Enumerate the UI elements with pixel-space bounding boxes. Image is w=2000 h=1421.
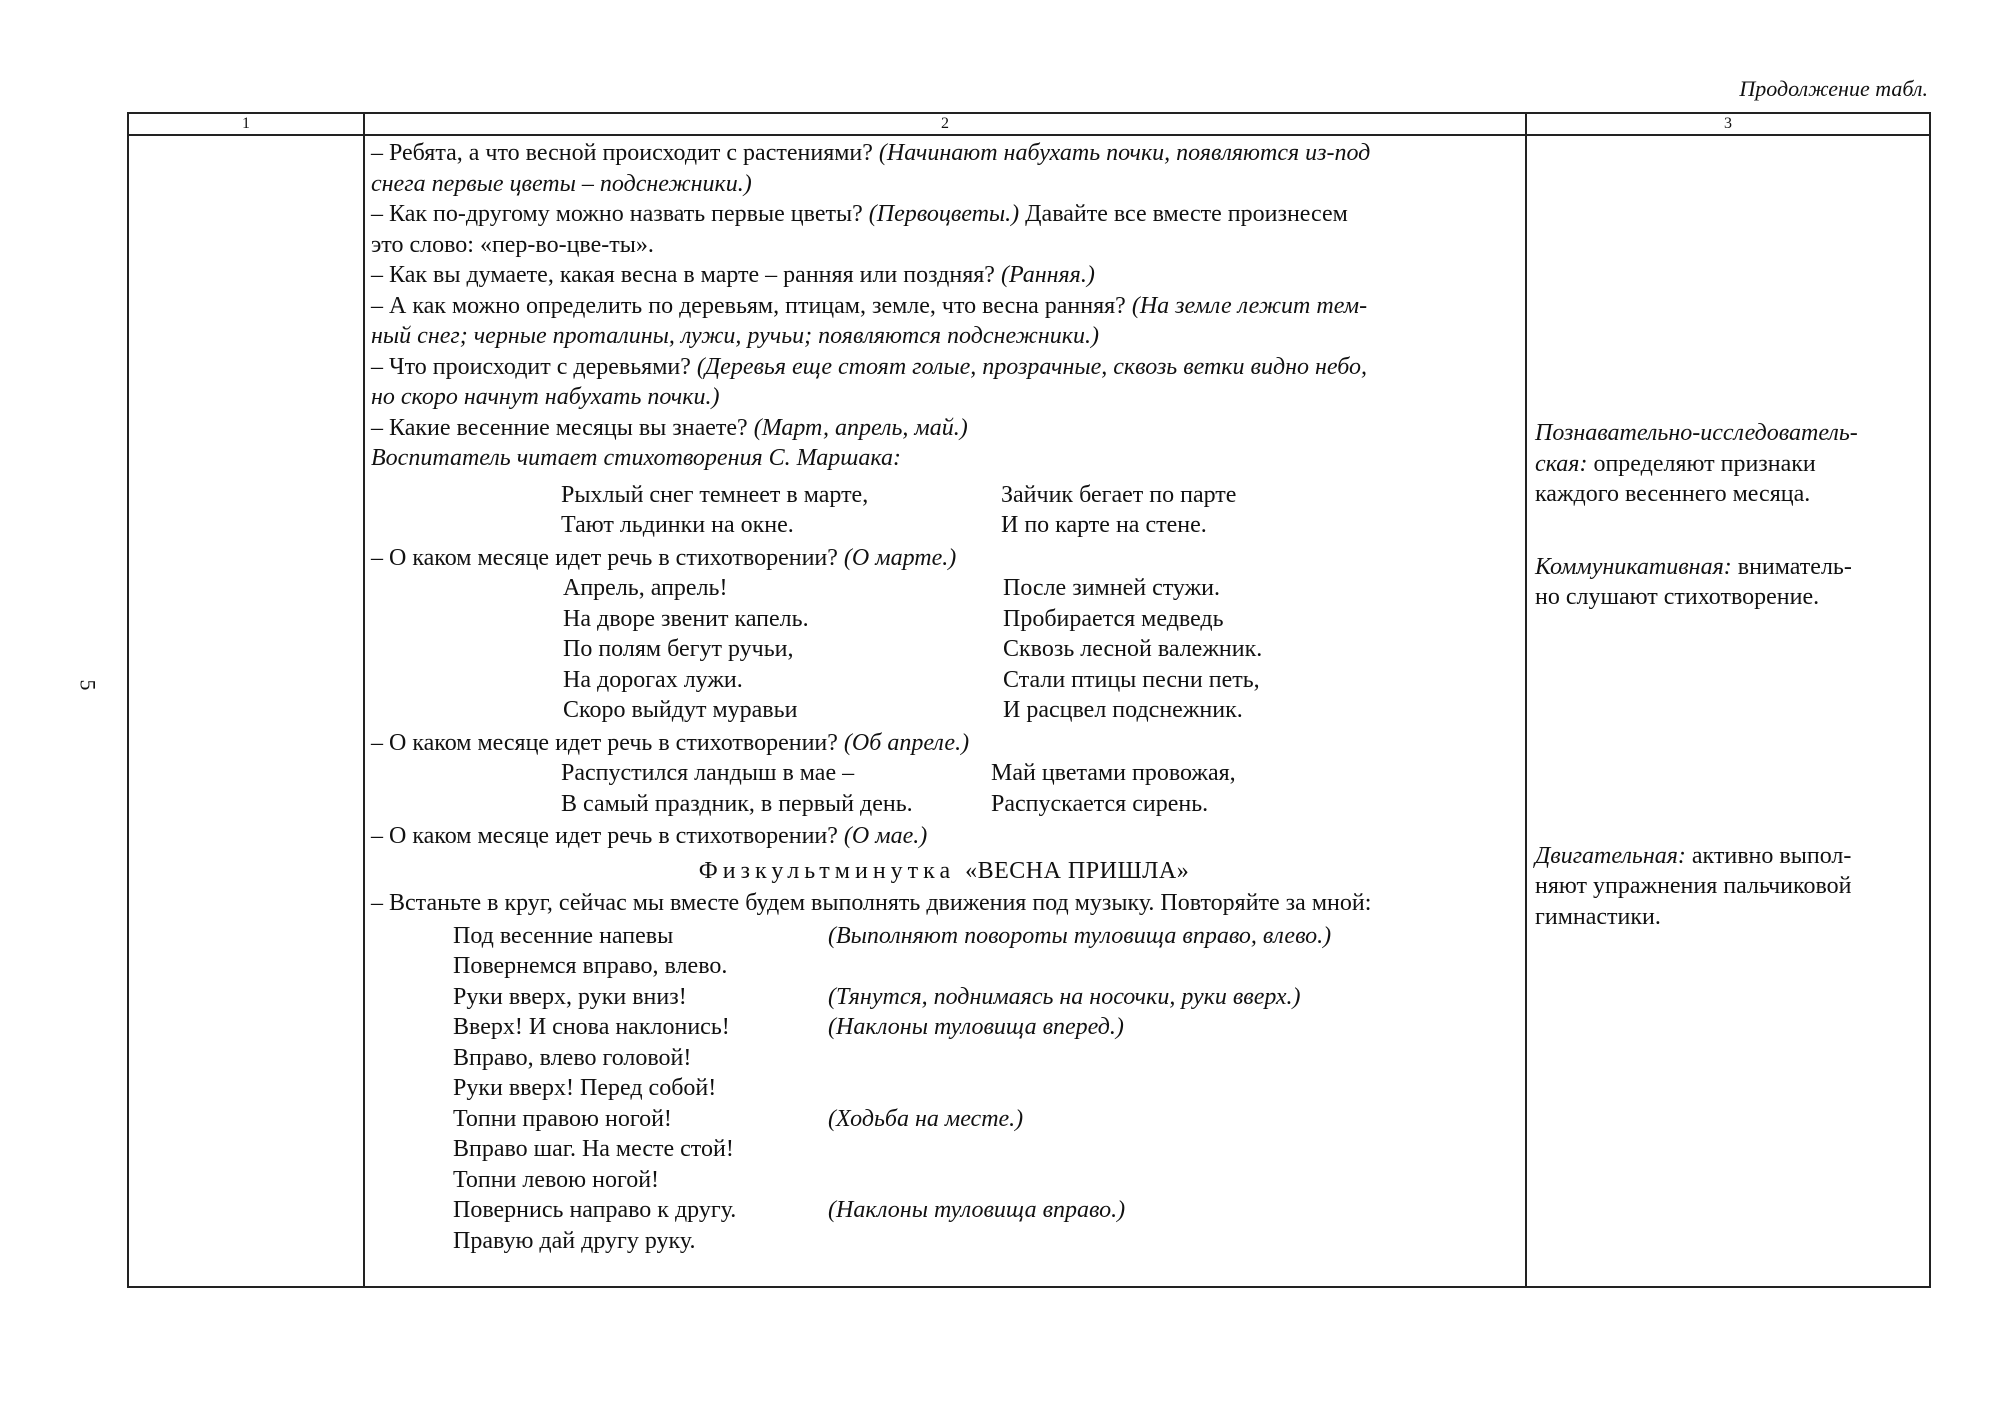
poem-line: Повернись направо к другу. xyxy=(453,1197,737,1223)
activity-motor: Двигательная: активно выпол- няют упражнения пальчиковой гимнастики. xyxy=(1535,842,1852,930)
poem-line: Вправо, влево головой! xyxy=(453,1044,692,1071)
lesson-table xyxy=(127,112,1931,1288)
poem-line: Пробирается медведь xyxy=(1003,605,1224,632)
header-row xyxy=(128,113,1930,135)
text-line: но скоро начнут набухать почки.) xyxy=(371,384,720,410)
poem-line: Руки вверх! Перед собой! xyxy=(453,1075,717,1101)
movement-note xyxy=(828,1043,1428,1074)
movement-note xyxy=(828,1073,1428,1104)
poem-line: Руки вверх, руки вниз! xyxy=(453,983,687,1010)
poem-line: Стали птицы песни петь, xyxy=(1003,666,1260,693)
poem-line: Топни левою ногой! xyxy=(453,1166,660,1193)
poem-line: Повернемся вправо, влево. xyxy=(453,953,728,979)
text-line: – Как по-другому можно назвать первые цветы? (Первоцветы.) Давайте все вместе произнесем xyxy=(371,201,1348,227)
exercise-poem xyxy=(371,921,1517,1257)
text-line: – Встаньте в круг, сейчас мы вместе будем выполнять движения под музыку. Повторяйте за мной: xyxy=(371,890,1372,916)
text-line: – Какие весенние месяцы вы знаете? (Март, апрель, май.) xyxy=(371,414,968,441)
poem-line: Правую дай другу руку. xyxy=(453,1227,696,1254)
poem-line: И по карте на стене. xyxy=(1001,512,1207,538)
text-line: – О каком месяце идет речь в стихотворении? (О мае.) xyxy=(371,823,928,849)
poem-line: Вправо шаг. На месте стой! xyxy=(453,1136,734,1162)
poem-line: После зимней стужи. xyxy=(1003,575,1220,601)
poem-line: Тают льдинки на окне. xyxy=(561,512,794,538)
table-row xyxy=(128,135,1930,1287)
poem-line: Распускается сирень. xyxy=(991,790,1209,817)
header-col-2: 2 xyxy=(364,113,1526,135)
text-line: – Что происходит с деревьями? (Деревья еще стоят голые, прозрачные, сквозь ветки видно небо, xyxy=(371,353,1367,380)
text-line: – А как можно определить по деревьям, птицам, земле, что весна ранняя? (На земле лежит тем- xyxy=(371,292,1368,319)
fizminutka-heading: Физкультминутка «ВЕСНА ПРИШЛА» xyxy=(698,857,1190,884)
poem-march xyxy=(371,480,1517,541)
text-line: – Как вы думаете, какая весна в марте – ранняя или поздняя? (Ранняя.) xyxy=(371,262,1095,288)
poem-line: Скоро выйдут муравьи xyxy=(563,697,798,723)
poem-line: В самый праздник, в первый день. xyxy=(561,790,913,817)
poem-line: Май цветами провожая, xyxy=(991,760,1236,786)
text-line: – Ребята, а что весной происходит с растениями? (Начинают набухать почки, появляются из-под xyxy=(371,140,1371,166)
poem-line: На дорогах лужи. xyxy=(563,666,743,693)
movement-note xyxy=(828,1165,1428,1196)
poem-line: Вверх! И снова наклонись! xyxy=(453,1014,730,1040)
poem-line: Зайчик бегает по парте xyxy=(1001,481,1237,508)
poem-line: Сквозь лесной валежник. xyxy=(1003,636,1263,662)
text-line: это слово: «пер-во-цве-ты». xyxy=(371,231,654,258)
poem-may xyxy=(371,758,1517,819)
text-line: снега первые цветы – подснежники.) xyxy=(371,170,752,197)
continuation-label: Продолжение табл. xyxy=(1739,76,1928,101)
poem-line: По полям бегут ручьи, xyxy=(563,636,794,662)
poem-line: Распустился ландыш в мае – xyxy=(561,760,855,786)
movement-note: (Выполняют повороты туловища вправо, влево.) xyxy=(828,922,1332,949)
page-number: 5 xyxy=(75,679,101,691)
movement-note: (Наклоны туловища вперед.) xyxy=(828,1014,1124,1040)
poem-line: На дворе звенит капель. xyxy=(563,605,809,632)
movement-note: (Ходьба на месте.) xyxy=(828,1105,1024,1132)
movement-note xyxy=(828,951,1428,982)
movement-note: (Наклоны туловища вправо.) xyxy=(828,1197,1126,1223)
text-line: – О каком месяце идет речь в стихотворении? (О марте.) xyxy=(371,544,957,571)
cell-col-1 xyxy=(128,135,364,1287)
activity-cognitive: Познавательно-исследователь- ская: определяют признаки каждого весеннего месяца. xyxy=(1535,420,1858,507)
text-line: – О каком месяце идет речь в стихотворении? (Об апреле.) xyxy=(371,729,970,756)
poem-line: Рыхлый снег темнеет в марте, xyxy=(561,481,869,508)
text-line: Воспитатель читает стихотворения С. Маршака: xyxy=(371,445,902,471)
poem-line: И расцвел подснежник. xyxy=(1003,697,1243,723)
activity-communicative: Коммуникативная: вниматель- но слушают стихотворение. xyxy=(1535,553,1852,610)
poem-line: Апрель, апрель! xyxy=(563,575,728,601)
cell-col-3 xyxy=(1526,135,1930,1287)
poem-line: Топни правою ногой! xyxy=(453,1105,672,1132)
movement-note: (Тянутся, поднимаясь на носочки, руки вверх.) xyxy=(828,983,1301,1010)
header-col-1: 1 xyxy=(128,113,364,135)
header-col-3: 3 xyxy=(1526,113,1930,135)
poem-april xyxy=(371,573,1517,726)
cell-col-2 xyxy=(364,135,1526,1287)
movement-note xyxy=(828,1226,1428,1257)
text-line: ный снег; черные проталины, лужи, ручьи; появляются подснежники.) xyxy=(371,323,1099,349)
poem-line: Под весенние напевы xyxy=(453,922,674,949)
movement-note xyxy=(828,1134,1428,1165)
